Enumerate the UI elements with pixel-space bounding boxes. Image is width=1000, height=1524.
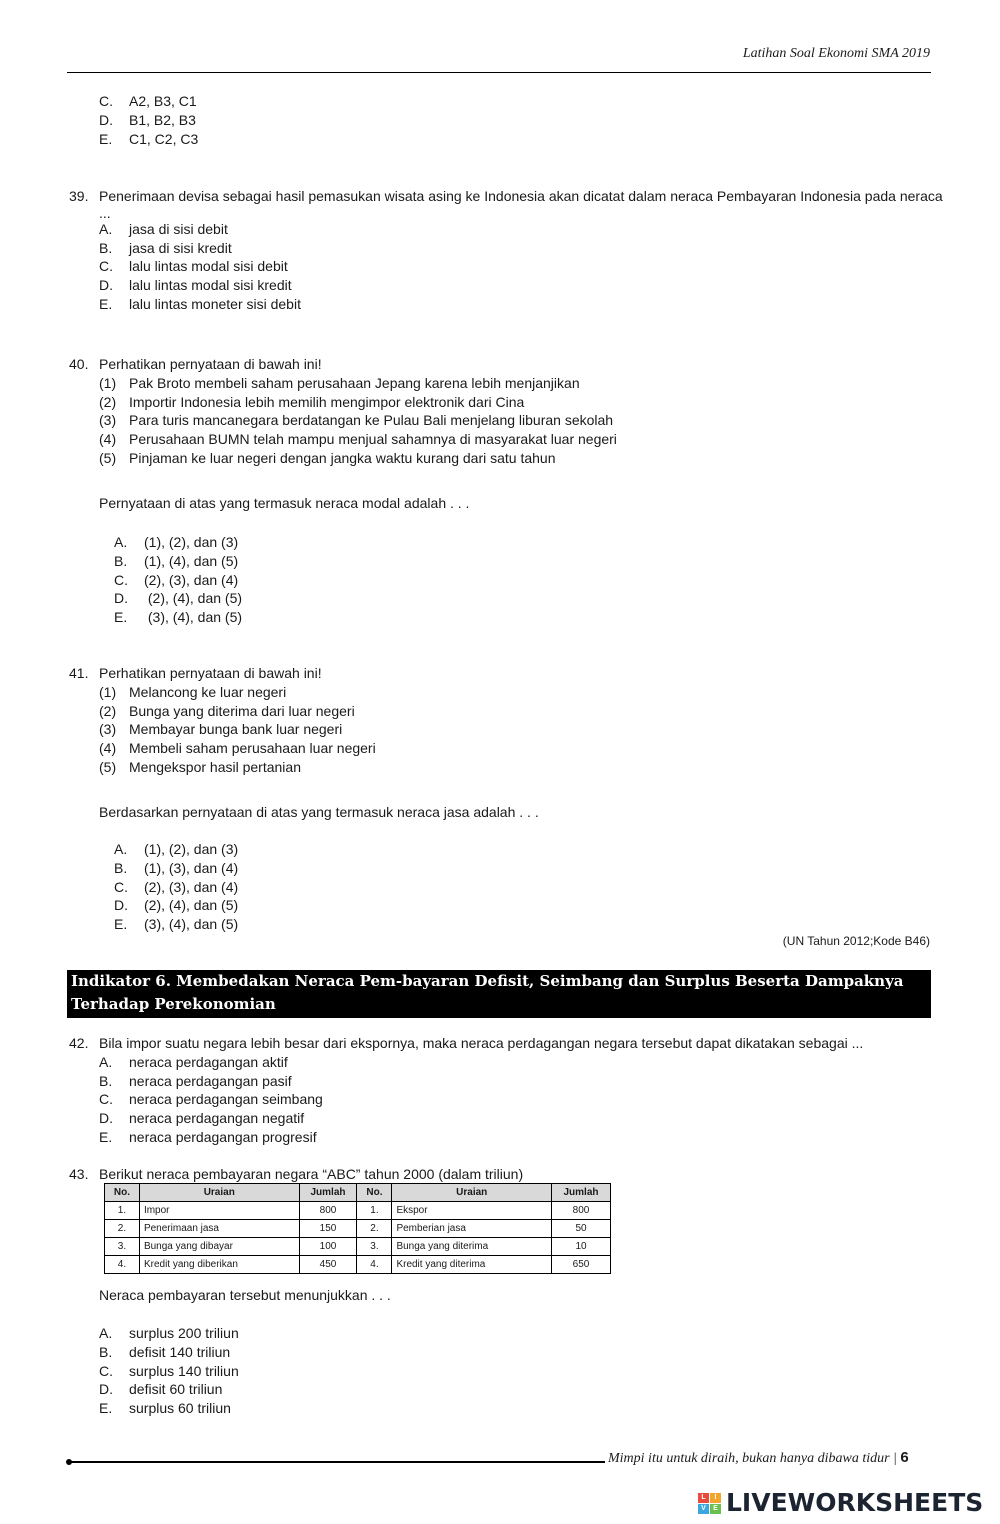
option-c: C. (2), (3), dan (4) [114,571,239,588]
q41-options [114,840,238,934]
question-stem: Bila impor suatu negara lebih besar dari ekspornya, maka neraca perdagangan negara tersebut dapat dikatakan sebagai ... [99,1035,864,1051]
footer-separator: | [893,1451,897,1466]
question-number: 39. [69,188,89,204]
option-e: E. C1, C2, C3 [99,130,199,147]
col-header-jumlah: Jumlah [552,1184,611,1202]
question-41 [69,664,376,777]
option-d: D. defisit 60 triliun [99,1381,223,1398]
question-number: 40. [69,356,89,372]
statement-2: (2) Bunga yang diterima dari luar negeri [99,702,355,719]
page-number: 6 [900,1449,909,1466]
question-number: 42. [69,1035,89,1051]
col-header-jumlah: Jumlah [299,1184,357,1202]
q38-options [99,92,198,148]
q43-options [99,1324,239,1418]
question-number: 41. [69,665,89,681]
option-b: B. defisit 140 triliun [99,1343,231,1360]
footer-divider [69,1461,605,1463]
q42-options [99,1053,863,1147]
table-row: 1. Impor 800 1. Ekspor 800 [105,1202,611,1220]
q40-statements [99,374,617,468]
col-header-uraian: Uraian [392,1184,552,1202]
option-d: D. lalu lintas modal sisi kredit [99,277,292,294]
option-d: D. B1, B2, B3 [99,111,196,128]
option-a: A. jasa di sisi debit [99,220,228,237]
option-b: B. jasa di sisi kredit [99,239,232,256]
q40-options [114,533,242,627]
option-c: C. A2, B3, C1 [99,93,197,109]
q41-question: Berdasarkan pernyataan di atas yang termasuk neraca jasa adalah . . . [99,804,539,820]
question-number: 43. [69,1166,89,1182]
option-c: C. surplus 140 triliun [99,1362,239,1379]
table-row: 3. Bunga yang dibayar 100 3. Bunga yang diterima 10 [105,1238,611,1256]
table-row: 2. Penerimaan jasa 150 2. Pemberian jasa 50 [105,1220,611,1238]
option-e: E. (3), (4), dan (5) [114,609,243,626]
indicator-line-1: Indikator 6. Membedakan Neraca Pem-bayaran Defisit, Seimbang dan Surplus Beserta Dampaknya [71,972,904,990]
statement-1: (1) Pak Broto membeli saham perusahaan Jepang karena lebih menjanjikan [99,374,580,391]
statement-5: (5) Pinjaman ke luar negeri dengan jangka waktu kurang dari satu tahun [99,449,556,466]
statement-1: (1) Melancong ke luar negeri [99,683,287,700]
indicator-line-2: Terhadap Perekonomian [71,995,276,1013]
option-b: B. neraca perdagangan pasif [99,1072,292,1089]
source-note: (UN Tahun 2012;Kode B46) [782,934,930,948]
option-a: A. (1), (2), dan (3) [114,534,239,550]
question-stem-cont: ... [99,204,111,221]
option-d: D. (2), (4), dan (5) [114,590,243,607]
question-42 [69,1034,863,1147]
question-stem: Berikut neraca pembayaran negara “ABC” tahun 2000 (dalam triliun) [99,1166,524,1182]
question-stem: Penerimaan devisa sebagai hasil pemasukan wisata asing ke Indonesia akan dicatat dalam neraca Pembayaran Indonesia pada neraca [99,188,943,204]
liveworksheets-logo-icon: L I V E [698,1493,722,1515]
option-a: A. neraca perdagangan aktif [99,1053,288,1070]
col-header-no: No. [357,1184,392,1202]
option-e: E. (3), (4), dan (5) [114,916,239,933]
liveworksheets-wordmark: LIVEWORKSHEETS [726,1488,984,1517]
indicator-banner [67,970,931,1018]
option-c: C. neraca perdagangan seimbang [99,1091,323,1108]
option-a: A. surplus 200 triliun [99,1325,239,1341]
statement-2: (2) Importir Indonesia lebih memilih mengimpor elektronik dari Cina [99,393,525,410]
liveworksheets-watermark [698,1486,994,1520]
statement-4: (4) Membeli saham perusahaan luar negeri [99,740,376,757]
table-row: 4. Kredit yang diberikan 450 4. Kredit yang diterima 650 [105,1256,611,1274]
option-c: C. lalu lintas modal sisi debit [99,258,288,275]
balance-of-payments-table [104,1183,611,1274]
option-b: B. (1), (3), dan (4) [114,859,239,876]
option-d: D. neraca perdagangan negatif [99,1110,305,1127]
option-e: E. neraca perdagangan progresif [99,1128,317,1145]
option-e: E. surplus 60 triliun [99,1400,231,1417]
q40-question: Pernyataan di atas yang termasuk neraca modal adalah . . . [99,495,470,511]
col-header-no: No. [105,1184,140,1202]
question-stem: Perhatikan pernyataan di bawah ini! [99,356,322,372]
question-stem: Perhatikan pernyataan di bawah ini! [99,665,322,681]
option-a: A. (1), (2), dan (3) [114,841,239,857]
footer [608,1449,909,1467]
page-header-title: Latihan Soal Ekonomi SMA 2019 [742,46,930,61]
col-header-uraian: Uraian [139,1184,299,1202]
table-header-row [105,1184,611,1202]
question-39 [69,187,943,314]
question-43 [69,1165,523,1184]
footer-motto: Mimpi itu untuk diraih, bukan hanya dibawa tidur [608,1451,890,1466]
question-40 [69,355,617,468]
statement-4: (4) Perusahaan BUMN telah mampu menjual sahamnya di masyarakat luar negeri [99,431,617,448]
statement-5: (5) Mengekspor hasil pertanian [99,758,301,775]
q39-options [99,220,943,314]
q41-statements [99,683,376,777]
header-divider [67,72,931,73]
statement-3: (3) Membayar bunga bank luar negeri [99,721,343,738]
q43-question: Neraca pembayaran tersebut menunjukkan . . . [99,1287,391,1303]
option-c: C. (2), (3), dan (4) [114,878,239,895]
option-b: B. (1), (4), dan (5) [114,552,239,569]
statement-3: (3) Para turis mancanegara berdatangan ke Pulau Bali menjelang liburan sekolah [99,412,614,429]
option-d: D. (2), (4), dan (5) [114,897,239,914]
option-e: E. lalu lintas moneter sisi debit [99,295,301,312]
